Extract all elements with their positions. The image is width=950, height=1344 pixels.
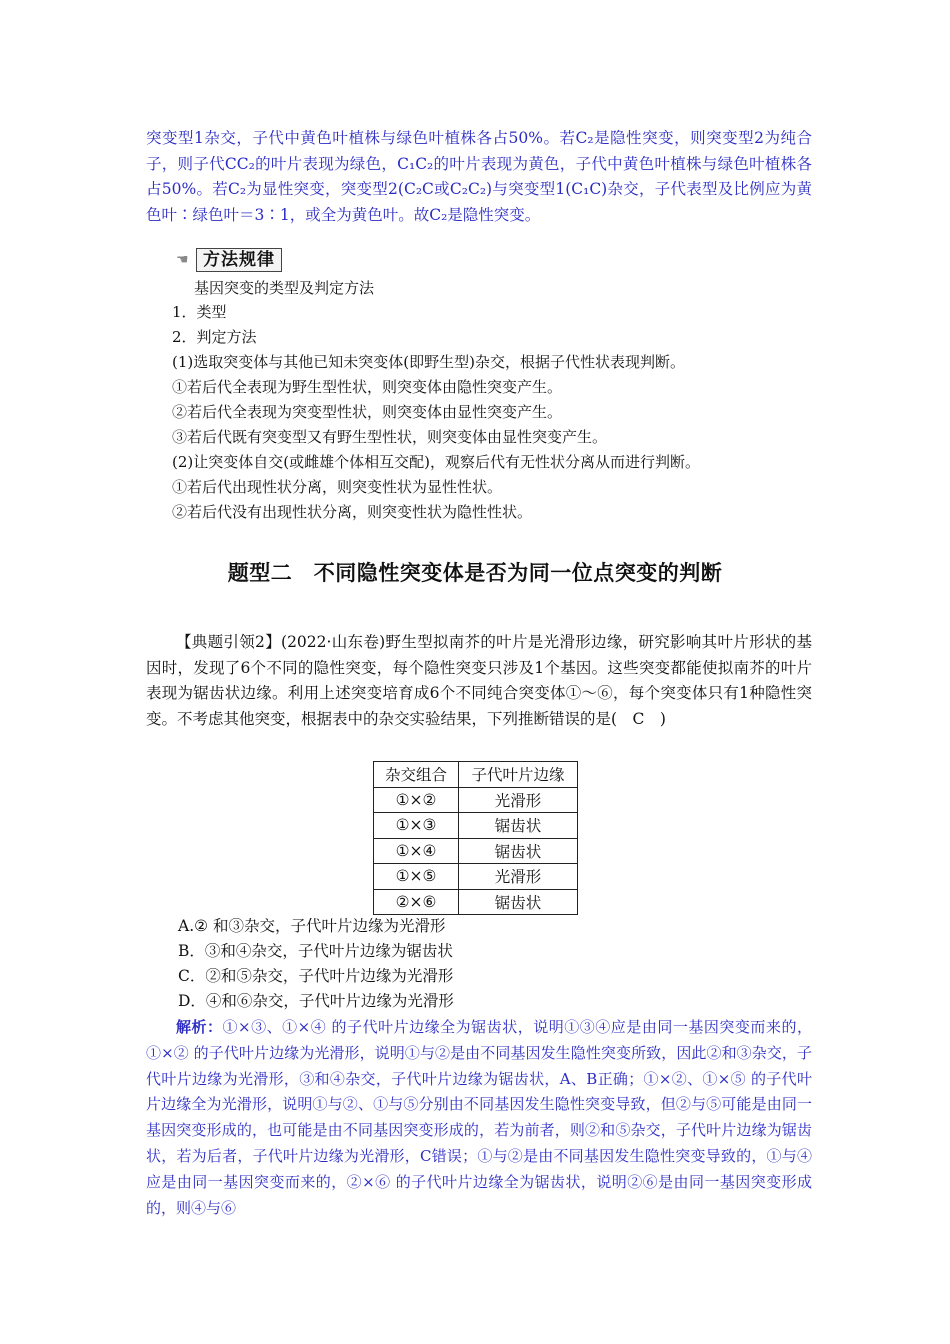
table-header: 子代叶片边缘 xyxy=(459,762,578,788)
method-line: (2)让突变体自交(或雌雄个体相互交配)，观察后代有无性状分离从而进行判断。 xyxy=(172,453,700,471)
method-heading: 基因突变的类型及判定方法 xyxy=(194,279,375,297)
intro-paragraph: 突变型1杂交，子代中黄色叶植株与绿色叶植株各占50%。若C₂是隐性突变，则突变型2为纯合子，则子代CC₂的叶片表现为绿色，C₁C₂的叶片表现为黄色，子代中黄色叶植株与绿色叶植株各占50%。若C₂为显性突变，突变型2(C₂C或C₂C₂)与突变型1(C₁C)杂交，子代表型及比例应为黄色叶∶绿色叶＝3∶1，或全为黄色叶。故C₂是隐性突变。 xyxy=(146,129,812,224)
table-cell: ①×⑤ xyxy=(374,864,459,890)
table-row xyxy=(374,864,578,890)
question-paragraph xyxy=(146,630,812,732)
option-b: B．③和④杂交，子代叶片边缘为锯齿状 xyxy=(178,942,453,960)
analysis-text: ①×③、①×④ 的子代叶片边缘全为锯齿状，说明①③④应是由同一基因突变而来的，①×② 的子代叶片边缘为光滑形，说明①与②是由不同基因发生隐性突变所致，因此②和③杂交，子代叶片边缘为光滑形，③和④杂交，子代叶片边缘为锯齿状，A、B正确；①×②、①×⑤ 的子代叶片边缘全为光滑形，说明①与②、①与⑤分别由不同基因发生隐性突变导致，但②与⑤可能是由同一基因突变形成的，也可能是由不同基因突变形成的，若为前者，则②和⑤杂交，子代叶片边缘为锯齿状，若为后者，子代叶片边缘为光滑形，C错误；①与②是由不同基因发生隐性突变导致的，①与④应是由同一基因突变而来的，②×⑥ 的子代叶片边缘全为锯齿状，说明②⑥是由同一基因突变形成的，则④与⑥ xyxy=(146,1018,812,1217)
section-title: 题型二 不同隐性突变体是否为同一位点突变的判断 xyxy=(227,561,723,585)
method-header xyxy=(176,248,284,272)
table-cell: ①×④ xyxy=(374,838,459,864)
thumb-icon: ☚ xyxy=(176,252,189,268)
table-cell: ①×② xyxy=(374,787,459,813)
table-row xyxy=(374,889,578,915)
table-cell: 光滑形 xyxy=(459,864,578,890)
question-label: 【典题引领2】 xyxy=(176,633,282,651)
question-source: (2022·山东卷) xyxy=(281,633,386,651)
option-a: A.② 和③杂交，子代叶片边缘为光滑形 xyxy=(178,917,446,935)
method-line: ②若后代没有出现性状分离，则突变性状为隐性性状。 xyxy=(172,503,533,521)
table-cell: 锯齿状 xyxy=(459,889,578,915)
method-line: ①若后代全表现为野生型性状，则突变体由隐性突变产生。 xyxy=(172,378,563,396)
cross-table xyxy=(373,761,578,915)
table-cell: 光滑形 xyxy=(459,787,578,813)
table-header-row xyxy=(374,762,578,788)
table-cell: ②×⑥ xyxy=(374,889,459,915)
table-cell: 锯齿状 xyxy=(459,838,578,864)
table-row xyxy=(374,838,578,864)
method-line: ③若后代既有突变型又有野生型性状，则突变体由显性突变产生。 xyxy=(172,428,608,446)
table-header: 杂交组合 xyxy=(374,762,459,788)
table-row xyxy=(374,813,578,839)
method-line: 2．判定方法 xyxy=(172,328,257,346)
question-text: 野生型拟南芥的叶片是光滑形边缘，研究影响其叶片形状的基因时，发现了6个不同的隐性突变，每个隐性突变只涉及1个基因。这些突变都能使拟南芥的叶片表现为锯齿状边缘。利用上述突变培育成6个不同纯合突变体①～⑥，每个突变体只有1种隐性突变。不考虑其他突变，根据表中的杂交实验结果，下列推断错误的是( C ) xyxy=(146,633,812,728)
analysis-paragraph xyxy=(146,1015,812,1221)
analysis-label: 解析： xyxy=(176,1018,223,1036)
method-line: (1)选取突变体与其他已知未突变体(即野生型)杂交，根据子代性状表现判断。 xyxy=(172,353,685,371)
method-line: ②若后代全表现为突变型性状，则突变体由显性突变产生。 xyxy=(172,403,563,421)
method-line: ①若后代出现性状分离，则突变性状为显性性状。 xyxy=(172,478,503,496)
option-c: C．②和⑤杂交，子代叶片边缘为光滑形 xyxy=(178,967,454,985)
method-line: 1．类型 xyxy=(172,303,227,321)
table-cell: 锯齿状 xyxy=(459,813,578,839)
table-cell: ①×③ xyxy=(374,813,459,839)
table-row xyxy=(374,787,578,813)
option-d: D．④和⑥杂交，子代叶片边缘为光滑形 xyxy=(178,992,454,1010)
method-label: 方法规律 xyxy=(196,248,282,272)
